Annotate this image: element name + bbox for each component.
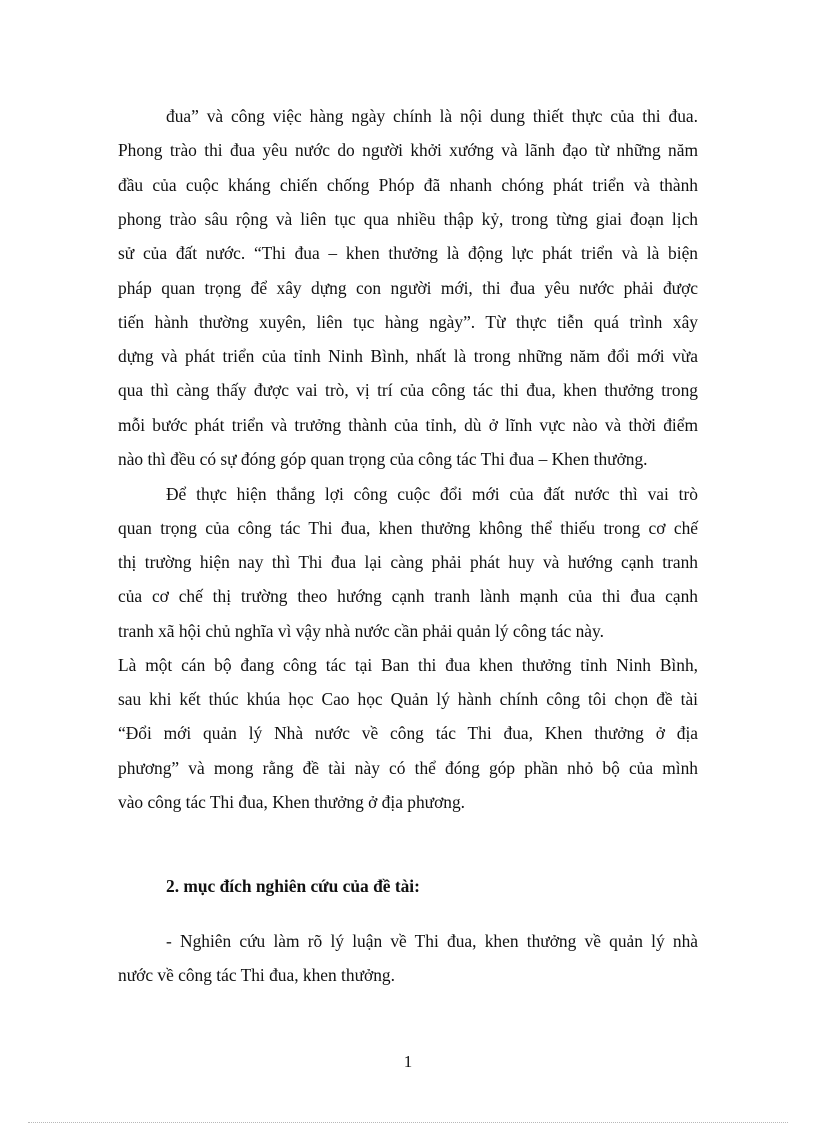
paragraph-line: sử của đất nước. “Thi đua – khen thưởng là động lực phát triển và là biện: [118, 243, 698, 263]
paragraph-line: đầu của cuộc kháng chiến chống Phóp đã nhanh chóng phát triển và thành: [118, 175, 698, 195]
paragraph-line: Phong trào thi đua yêu nước do người khởi xướng và lãnh đạo từ những năm: [118, 140, 698, 160]
paragraph-line: Là một cán bộ đang công tác tại Ban thi đua khen thưởng tỉnh Ninh Bình,: [118, 655, 698, 675]
paragraph-line: quan trọng của công tác Thi đua, khen thưởng không thể thiếu trong cơ chế: [118, 518, 698, 538]
paragraph-line: phong trào sâu rộng và liên tục qua nhiều thập kỷ, trong từng giai đoạn lịch: [118, 209, 698, 229]
paragraph-line: phương” và mong rằng đề tài này có thể đóng góp phần nhỏ bộ của mình: [118, 758, 698, 778]
paragraph-line: thị trường hiện nay thì Thi đua lại càng phải phát huy và hướng cạnh tranh: [118, 552, 698, 572]
paragraph-line: của cơ chế thị trường theo hướng cạnh tranh lành mạnh của thi đua cạnh: [118, 586, 698, 606]
paragraph-line: sau khi kết thúc khúa học Cao học Quản lý hành chính công tôi chọn đề tài: [118, 689, 698, 709]
paragraph-line: đua” và công việc hàng ngày chính là nội dung thiết thực của thi đua.: [166, 106, 698, 126]
paragraph-line: tranh xã hội chủ nghĩa vì vậy nhà nước cần phải quản lý công tác này.: [118, 621, 604, 641]
bullet-line: - Nghiên cứu làm rõ lý luận về Thi đua, khen thưởng về quản lý nhà: [166, 931, 698, 951]
paragraph-line: tiến hành thường xuyên, liên tục hàng ngày”. Từ thực tiễn quá trình xây: [118, 312, 698, 332]
paragraph-line: mỗi bước phát triển và trưởng thành của tỉnh, dù ở lĩnh vực nào và thời điểm: [118, 415, 698, 435]
paragraph-line: pháp quan trọng để xây dựng con người mới, thi đua yêu nước phải được: [118, 278, 698, 298]
paragraph-line: “Đổi mới quản lý Nhà nước về công tác Thi đua, Khen thưởng ở địa: [118, 723, 698, 743]
bullet-line: nước về công tác Thi đua, khen thưởng.: [118, 965, 395, 985]
page-number: 1: [403, 1052, 413, 1071]
paragraph-line: Để thực hiện thắng lợi công cuộc đổi mới của đất nước thì vai trò: [166, 484, 698, 504]
section-heading: 2. mục đích nghiên cứu của đề tài:: [166, 876, 420, 896]
paragraph-line: nào thì đều có sự đóng góp quan trọng của công tác Thi đua – Khen thưởng.: [118, 449, 648, 469]
paragraph-line: qua thì càng thấy được vai trò, vị trí của công tác thi đua, khen thưởng trong: [118, 380, 698, 400]
paragraph-line: vào công tác Thi đua, Khen thưởng ở địa phương.: [118, 792, 466, 812]
paragraph-line: dựng và phát triển của tỉnh Ninh Bình, nhất là trong những năm đổi mới vừa: [118, 346, 698, 366]
